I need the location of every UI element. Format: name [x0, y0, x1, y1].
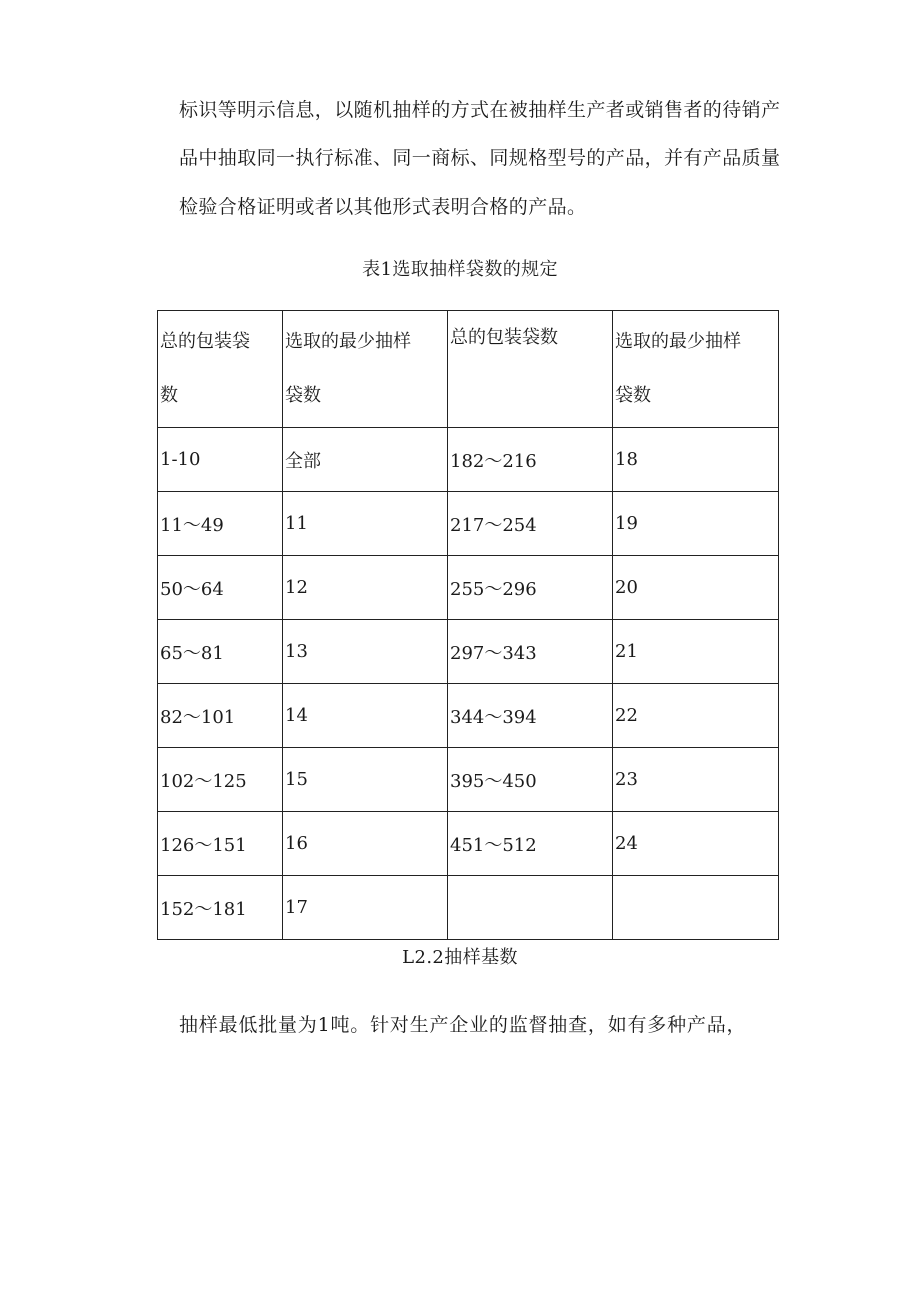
table-row	[158, 556, 779, 620]
table-row	[158, 876, 779, 940]
table-cell: 11～49	[158, 492, 283, 556]
table-cell: 18	[613, 428, 779, 492]
intro-line-3: 检验合格证明或者以其他形式表明合格的产品。	[179, 196, 587, 218]
table-cell: 14	[283, 684, 448, 748]
table-cell: 24	[613, 812, 779, 876]
table-cell: 20	[613, 556, 779, 620]
table-row	[158, 492, 779, 556]
table-row	[158, 428, 779, 492]
sampling-table	[157, 310, 779, 940]
table-cell: 217～254	[448, 492, 613, 556]
table-cell: 全部	[283, 428, 448, 492]
table-body	[158, 428, 779, 940]
table-cell: 11	[283, 492, 448, 556]
table-cell: 19	[613, 492, 779, 556]
table-cell: 17	[283, 876, 448, 940]
table-cell: 344～394	[448, 684, 613, 748]
table-cell	[448, 876, 613, 940]
table-cell: 182～216	[448, 428, 613, 492]
intro-line-2: 品中抽取同一执行标准、同一商标、同规格型号的产品，并有产品质量	[179, 147, 781, 169]
header-cell: 选取的最少抽样袋数	[613, 311, 779, 428]
table-cell: 50～64	[158, 556, 283, 620]
table-row	[158, 812, 779, 876]
table-cell: 15	[283, 748, 448, 812]
table-row	[158, 620, 779, 684]
header-cell: 总的包装袋数	[158, 311, 283, 428]
table-cell: 22	[613, 684, 779, 748]
table-cell: 12	[283, 556, 448, 620]
table-cell: 65～81	[158, 620, 283, 684]
section-heading: L2.2抽样基数	[402, 947, 518, 968]
table-cell: 255～296	[448, 556, 613, 620]
table-row	[158, 748, 779, 812]
table-cell: 1-10	[158, 428, 283, 492]
table-cell: 13	[283, 620, 448, 684]
table-cell: 451～512	[448, 812, 613, 876]
table-cell: 152～181	[158, 876, 283, 940]
table-cell: 23	[613, 748, 779, 812]
table-cell: 297～343	[448, 620, 613, 684]
table-row	[158, 684, 779, 748]
table-caption: 表1选取抽样袋数的规定	[362, 259, 558, 280]
header-cell: 选取的最少抽样袋数	[283, 311, 448, 428]
table-cell: 126～151	[158, 812, 283, 876]
table-cell: 82～101	[158, 684, 283, 748]
header-cell: 总的包装袋数	[448, 311, 613, 428]
table-cell: 102～125	[158, 748, 283, 812]
table-cell	[613, 876, 779, 940]
intro-line-1: 标识等明示信息，以随机抽样的方式在被抽样生产者或销售者的待销产	[179, 99, 781, 121]
table-header-row	[158, 311, 779, 428]
table-cell: 16	[283, 812, 448, 876]
table-cell: 21	[613, 620, 779, 684]
table-cell: 395～450	[448, 748, 613, 812]
body-paragraph: 抽样最低批量为1吨。针对生产企业的监督抽查，如有多种产品，	[179, 1014, 747, 1036]
